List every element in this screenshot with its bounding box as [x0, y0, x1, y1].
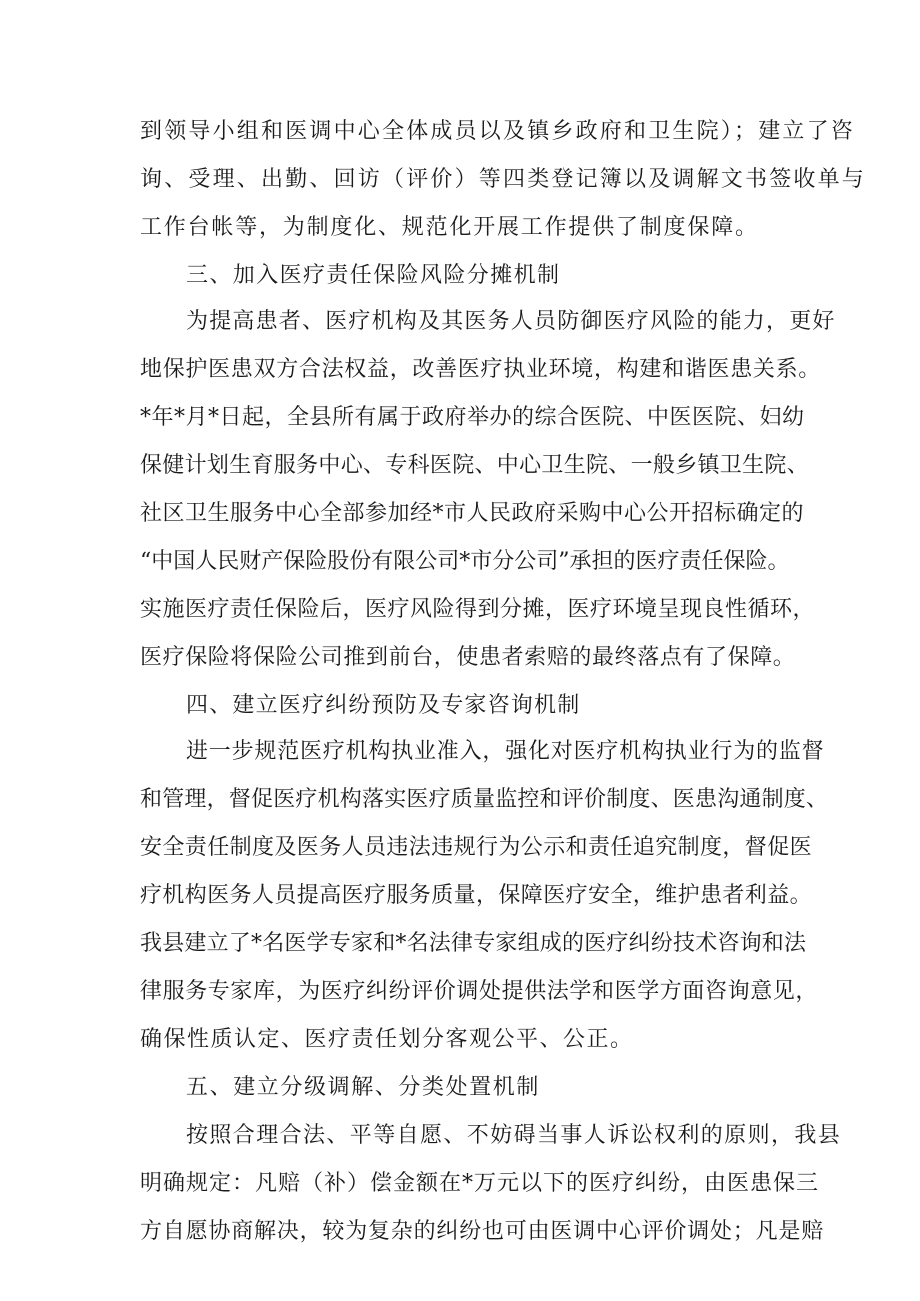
- body-text-line: 工作台帐等，为制度化、规范化开展工作提供了制度保障。: [140, 215, 759, 240]
- body-text-line: 安全责任制度及医务人员违法违规行为公示和责任追究制度，督促医: [140, 835, 813, 860]
- body-text-line: 到领导小组和医调中心全体成员以及镇乡政府和卫生院）；建立了咨: [140, 119, 856, 144]
- section-heading: 五、建立分级调解、分类处置机制: [186, 1075, 541, 1100]
- body-text-line: 和管理，督促医疗机构落实医疗质量监控和评价制度、医患沟通制度、: [140, 787, 829, 812]
- body-text-line: 询、受理、出勤、回访（评价）等四类登记簿以及调解文书签收单与: [140, 167, 867, 192]
- body-text-line: 为提高患者、医疗机构及其医务人员防御医疗风险的能力，更好: [186, 309, 836, 334]
- section-heading: 四、建立医疗纠纷预防及专家咨询机制: [186, 693, 581, 718]
- body-text-line: 我县建立了*名医学专家和*名法律专家组成的医疗纠纷技术咨询和法: [140, 931, 807, 956]
- section-heading: 三、加入医疗责任保险风险分摊机制: [186, 263, 561, 288]
- body-text-line: 进一步规范医疗机构执业准入，强化对医疗机构执业行为的监督: [186, 739, 825, 764]
- body-text-line: 实施医疗责任保险后，医疗风险得到分摊，医疗环境呈现良性循环，: [140, 597, 816, 622]
- body-text-line: *年*月*日起，全县所有属于政府举办的综合医院、中医医院、妇幼: [140, 405, 805, 430]
- body-text-line: 医疗保险将保险公司推到前台，使患者索赔的最终落点有了保障。: [140, 645, 796, 670]
- body-text-line: 保健计划生育服务中心、专科医院、中心卫生院、一般乡镇卫生院、: [140, 453, 810, 478]
- body-text-line: 确保性质认定、医疗责任划分客观公平、公正。: [140, 1027, 634, 1052]
- body-text-line: 方自愿协商解决，较为复杂的纠纷也可由医调中心评价调处；凡是赔: [140, 1219, 825, 1244]
- body-text-line: 社区卫生服务中心全部参加经*市人民政府采购中心公开招标确定的: [140, 501, 805, 526]
- body-text-line: 明确规定：凡赔（补）偿金额在*万元以下的医疗纠纷，由医患保三: [140, 1171, 820, 1196]
- body-text-line: 律服务专家库，为医疗纠纷评价调处提供法学和医学方面咨询意见，: [140, 979, 819, 1004]
- body-text-line: 按照合理合法、平等自愿、不妨碍当事人诉讼权利的原则，我县: [186, 1123, 842, 1148]
- body-text-line: “中国人民财产保险股份有限公司*市分公司”承担的医疗责任保险。: [140, 549, 790, 574]
- body-text-line: 地保护医患双方合法权益，改善医疗执业环境，构建和谐医患关系。: [140, 357, 822, 382]
- body-text-line: 疗机构医务人员提高医疗服务质量，保障医疗安全，维护患者利益。: [140, 883, 813, 908]
